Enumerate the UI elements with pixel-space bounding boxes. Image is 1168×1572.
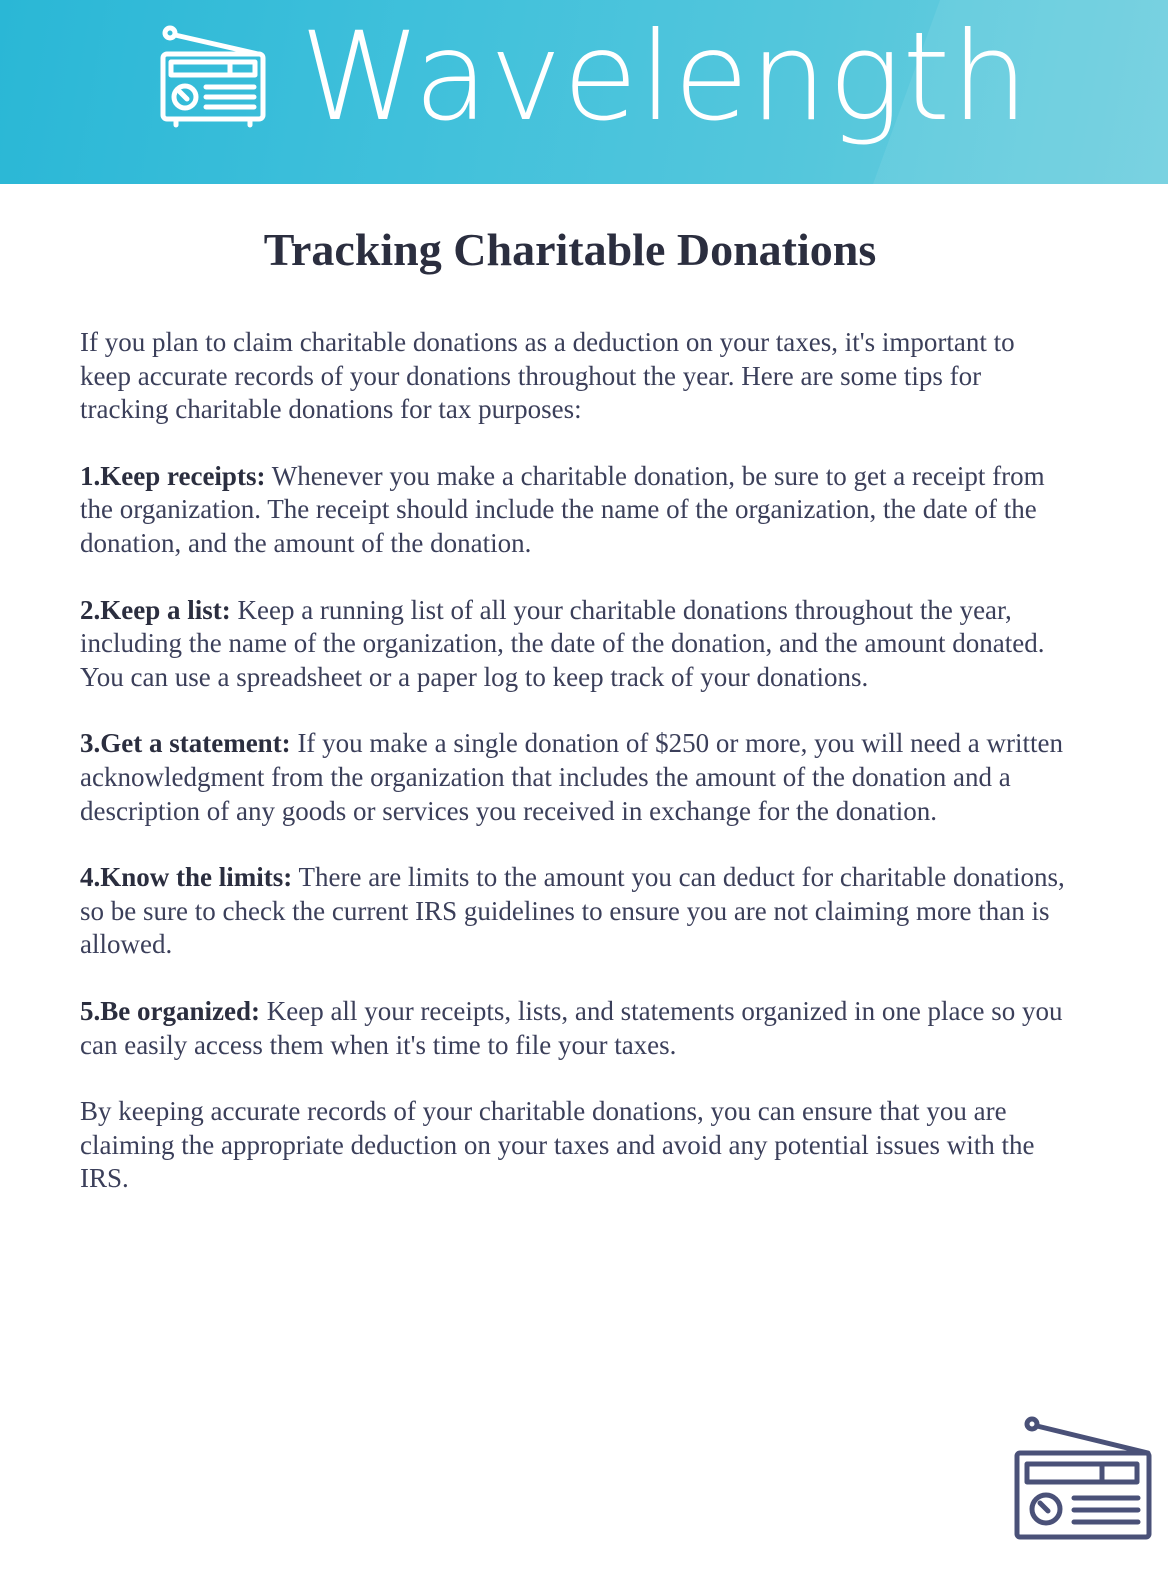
tip-text: Keep all your receipts, lists, and statements organized in one place so you can easily access them when it's time to file your taxes. (80, 995, 1063, 1060)
radio-icon (158, 24, 268, 128)
tip-paragraph (80, 460, 1070, 561)
conclusion-paragraph: By keeping accurate records of your charitable donations, you can ensure that you are claiming the appropriate deduction on your taxes and avoid any potential issues with the IRS. (80, 1096, 1035, 1194)
tip-paragraph (80, 995, 1070, 1062)
tip-paragraph (80, 727, 1070, 828)
document-body (80, 326, 1070, 1229)
tip-lead: 2.Keep a list: (80, 594, 231, 625)
tip-paragraph (80, 861, 1070, 962)
brand-name: Wavelength (300, 6, 1030, 148)
tip-text: Keep a running list of all your charitable donations throughout the year, including the name of the organization, the date of the donation, and the amount donated. You can use a spreadsheet or a paper log to keep track of your donations. (80, 594, 1045, 692)
tip-paragraph (80, 594, 1070, 695)
page-title: Tracking Charitable Donations (263, 224, 877, 275)
tip-text: If you make a single donation of $250 or more, you will need a written acknowledgment from the organization that includes the amount of the donation and a description of any goods or services you received in exchange for the donation. (80, 728, 1063, 826)
tip-lead: 1.Keep receipts: (80, 460, 266, 491)
tip-text: Whenever you make a charitable donation, be sure to get a receipt from the organization. The receipt should include the name of the organization, the date of the donation, and the amount of the donation. (80, 460, 1045, 558)
header-banner (0, 0, 1168, 184)
tip-lead: 5.Be organized: (80, 995, 260, 1026)
tip-lead: 4.Know the limits: (80, 862, 293, 893)
tip-text: There are limits to the amount you can deduct for charitable donations, so be sure to check the current IRS guidelines to ensure you are not claiming more than is allowed. (80, 862, 1065, 960)
radio-icon (1010, 1415, 1158, 1545)
intro-paragraph: If you plan to claim charitable donations as a deduction on your taxes, it's important to keep accurate records of your donations throughout the year. Here are some tips for tracking charitable donations for tax purposes: (80, 327, 1015, 425)
tip-lead: 3.Get a statement: (80, 728, 291, 759)
